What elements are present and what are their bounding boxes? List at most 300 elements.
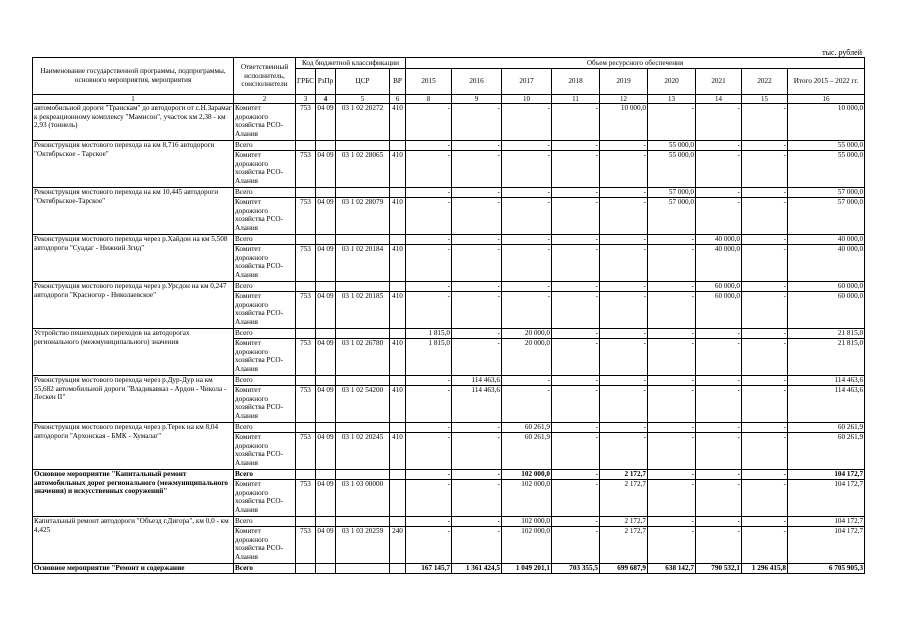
- measure-name: Капитальный ремонт автодороги "Объезд г.Дигора", км 0,0 - км 4,425: [33, 517, 234, 564]
- value-cell-2018: -: [552, 433, 600, 470]
- value-cell-2017: 20 000,0: [502, 329, 552, 339]
- value-cell-2020: -: [648, 480, 696, 517]
- column-number: 10: [502, 95, 552, 104]
- value-cell-2020: -: [648, 282, 696, 292]
- value-cell-2018: -: [552, 235, 600, 245]
- measure-name: Основное мероприятие "Капитальный ремонт автомобильных дорог регионального (межмуниципального значения) и искусственных сооружений": [33, 470, 234, 517]
- value-cell-2019: -: [600, 423, 648, 433]
- value-cell-2016: -: [452, 104, 502, 141]
- value-cell-2019: -: [600, 141, 648, 151]
- table-row: [33, 376, 865, 386]
- value-cell-2020: -: [648, 329, 696, 339]
- table-row: [33, 470, 865, 480]
- rzpr-cell: 04 09: [316, 198, 336, 235]
- value-cell-2021: -: [696, 339, 742, 376]
- value-cell-2020: -: [648, 339, 696, 376]
- csr-cell: 03 1 02 28079: [336, 198, 390, 235]
- value-cell-2020: 638 142,7: [648, 564, 696, 574]
- value-cell-2019: -: [600, 245, 648, 282]
- value-cell-2015: -: [406, 282, 452, 292]
- value-cell-2020: -: [648, 292, 696, 329]
- value-cell-2018: 703 355,5: [552, 564, 600, 574]
- executor-cell: Комитет дорожного хозяйства РСО-Алания: [234, 151, 296, 188]
- column-number: 2: [234, 95, 296, 104]
- vr-cell: 410: [390, 292, 406, 329]
- value-cell-2017: 102 000,0: [502, 480, 552, 517]
- column-number-row: [33, 95, 865, 104]
- value-cell-2015: -: [406, 376, 452, 386]
- column-number: 5: [336, 95, 390, 104]
- value-cell-2020: -: [648, 386, 696, 423]
- rzpr-cell: [316, 517, 336, 527]
- value-cell-2016: -: [452, 433, 502, 470]
- value-cell-2021: -: [696, 423, 742, 433]
- total-cell: 60 261,9: [788, 423, 865, 433]
- value-cell-2021: -: [696, 386, 742, 423]
- grbs-cell: 753: [296, 151, 316, 188]
- measure-name: Устройство пешеходных переходов на автодорогах регионального (межмуниципального) значения: [33, 329, 234, 376]
- value-cell-2018: -: [552, 292, 600, 329]
- total-cell: 114 463,6: [788, 386, 865, 423]
- value-cell-2022: -: [742, 329, 788, 339]
- measure-name: Реконструкция мостового перехода на км 8,716 автодороги "Октябрьское - Тарское": [33, 141, 234, 188]
- csr-cell: 03 1 02 20185: [336, 292, 390, 329]
- value-cell-2020: -: [648, 527, 696, 564]
- rzpr-cell: 04 09: [316, 339, 336, 376]
- value-cell-2018: -: [552, 376, 600, 386]
- value-cell-2022: -: [742, 188, 788, 198]
- value-cell-2018: -: [552, 339, 600, 376]
- value-cell-2016: -: [452, 517, 502, 527]
- vr-cell: 410: [390, 386, 406, 423]
- csr-cell: 03 1 02 28065: [336, 151, 390, 188]
- value-cell-2020: -: [648, 104, 696, 141]
- total-cell: 104 172,7: [788, 517, 865, 527]
- vr-cell: 410: [390, 245, 406, 282]
- value-cell-2016: -: [452, 470, 502, 480]
- value-cell-2019: 10 000,0: [600, 104, 648, 141]
- vr-cell: [390, 423, 406, 433]
- csr-cell: 03 1 02 26780: [336, 339, 390, 376]
- value-cell-2016: -: [452, 141, 502, 151]
- vr-cell: [390, 480, 406, 517]
- vr-cell: [390, 517, 406, 527]
- total-cell: 55 000,0: [788, 151, 865, 188]
- value-cell-2021: 790 532,1: [696, 564, 742, 574]
- executor-cell: Комитет дорожного хозяйства РСО-Алания: [234, 433, 296, 470]
- table-body: [33, 104, 865, 574]
- rzpr-cell: [316, 470, 336, 480]
- value-cell-2019: 699 687,9: [600, 564, 648, 574]
- table-row: [33, 329, 865, 339]
- column-number: 8: [406, 95, 452, 104]
- executor-cell: Комитет дорожного хозяйства РСО-Алания: [234, 480, 296, 517]
- total-cell: 10 000,0: [788, 104, 865, 141]
- value-cell-2016: -: [452, 480, 502, 517]
- csr-cell: 03 1 03 20259: [336, 527, 390, 564]
- executor-cell: Всего: [234, 376, 296, 386]
- grbs-cell: 753: [296, 480, 316, 517]
- executor-cell: Комитет дорожного хозяйства РСО-Алания: [234, 339, 296, 376]
- grbs-cell: [296, 517, 316, 527]
- csr-cell: [336, 470, 390, 480]
- column-number: 9: [452, 95, 502, 104]
- value-cell-2020: 57 000,0: [648, 188, 696, 198]
- vr-cell: 410: [390, 104, 406, 141]
- value-cell-2020: 55 000,0: [648, 151, 696, 188]
- executor-cell: Комитет дорожного хозяйства РСО-Алания: [234, 527, 296, 564]
- grbs-cell: 753: [296, 433, 316, 470]
- value-cell-2015: -: [406, 104, 452, 141]
- value-cell-2015: -: [406, 470, 452, 480]
- executor-cell: Всего: [234, 517, 296, 527]
- header-volume: Объем ресурсного обеспечения: [406, 58, 865, 69]
- header-row-1: [33, 58, 865, 69]
- total-cell: 60 000,0: [788, 282, 865, 292]
- value-cell-2020: 55 000,0: [648, 141, 696, 151]
- value-cell-2019: -: [600, 292, 648, 329]
- measure-name: Реконструкция мостового перехода на км 10,445 автодороги "Октябрьское-Тарское": [33, 188, 234, 235]
- value-cell-2022: -: [742, 339, 788, 376]
- total-cell: 21 815,0: [788, 339, 865, 376]
- vr-cell: [390, 282, 406, 292]
- value-cell-2020: -: [648, 470, 696, 480]
- column-number: 14: [696, 95, 742, 104]
- executor-cell: Всего: [234, 423, 296, 433]
- value-cell-2015: 167 145,7: [406, 564, 452, 574]
- table-row: [33, 235, 865, 245]
- vr-cell: [390, 470, 406, 480]
- value-cell-2022: -: [742, 386, 788, 423]
- grbs-cell: [296, 423, 316, 433]
- csr-cell: 03 1 02 20272: [336, 104, 390, 141]
- measure-name: Основное мероприятие "Ремонт и содержание: [33, 564, 234, 574]
- header-year-2022: 2022: [742, 69, 788, 95]
- value-cell-2020: -: [648, 245, 696, 282]
- value-cell-2017: -: [502, 104, 552, 141]
- value-cell-2019: -: [600, 198, 648, 235]
- value-cell-2017: -: [502, 282, 552, 292]
- total-cell: 57 000,0: [788, 188, 865, 198]
- executor-cell: Комитет дорожного хозяйства РСО-Алания: [234, 386, 296, 423]
- vr-cell: 410: [390, 339, 406, 376]
- column-number: 11: [552, 95, 600, 104]
- value-cell-2016: -: [452, 198, 502, 235]
- value-cell-2016: -: [452, 329, 502, 339]
- header-grbs: ГРБС: [296, 69, 316, 95]
- value-cell-2018: -: [552, 517, 600, 527]
- value-cell-2018: -: [552, 141, 600, 151]
- value-cell-2018: -: [552, 527, 600, 564]
- value-cell-2017: -: [502, 376, 552, 386]
- value-cell-2017: 1 049 201,1: [502, 564, 552, 574]
- measure-name: Реконструкция мостового перехода через р.Хайдон на км 5,508 автодороги "Суадаг - Нижний Згид": [33, 235, 234, 282]
- value-cell-2015: -: [406, 423, 452, 433]
- value-cell-2017: -: [502, 198, 552, 235]
- value-cell-2019: 2 172,7: [600, 527, 648, 564]
- vr-cell: [390, 376, 406, 386]
- header-year-2017: 2017: [502, 69, 552, 95]
- vr-cell: 410: [390, 151, 406, 188]
- column-number: 12: [600, 95, 648, 104]
- value-cell-2017: -: [502, 235, 552, 245]
- grbs-cell: [296, 141, 316, 151]
- grbs-cell: [296, 470, 316, 480]
- value-cell-2016: 1 361 424,5: [452, 564, 502, 574]
- value-cell-2017: 20 000,0: [502, 339, 552, 376]
- value-cell-2017: 102 000,0: [502, 527, 552, 564]
- value-cell-2020: -: [648, 433, 696, 470]
- total-cell: 40 000,0: [788, 245, 865, 282]
- value-cell-2015: -: [406, 517, 452, 527]
- csr-cell: [336, 329, 390, 339]
- grbs-cell: [296, 329, 316, 339]
- grbs-cell: 753: [296, 198, 316, 235]
- total-cell: 104 172,7: [788, 480, 865, 517]
- total-cell: 104 172,7: [788, 527, 865, 564]
- value-cell-2017: -: [502, 386, 552, 423]
- value-cell-2021: -: [696, 376, 742, 386]
- executor-cell: Всего: [234, 470, 296, 480]
- table-row: [33, 282, 865, 292]
- value-cell-2017: 102 000,0: [502, 470, 552, 480]
- value-cell-2015: -: [406, 292, 452, 329]
- value-cell-2022: 1 296 415,8: [742, 564, 788, 574]
- value-cell-2018: -: [552, 329, 600, 339]
- value-cell-2021: -: [696, 104, 742, 141]
- value-cell-2022: -: [742, 282, 788, 292]
- value-cell-2019: -: [600, 329, 648, 339]
- csr-cell: [336, 235, 390, 245]
- value-cell-2021: 60 000,0: [696, 292, 742, 329]
- vr-cell: [390, 141, 406, 151]
- value-cell-2018: -: [552, 480, 600, 517]
- csr-cell: [336, 141, 390, 151]
- value-cell-2015: -: [406, 386, 452, 423]
- value-cell-2015: -: [406, 141, 452, 151]
- rzpr-cell: 04 09: [316, 527, 336, 564]
- value-cell-2019: -: [600, 151, 648, 188]
- value-cell-2022: -: [742, 198, 788, 235]
- rzpr-cell: [316, 423, 336, 433]
- value-cell-2015: -: [406, 433, 452, 470]
- column-number: 3: [296, 95, 316, 104]
- vr-cell: [390, 564, 406, 574]
- rzpr-cell: 04 09: [316, 433, 336, 470]
- value-cell-2016: 114 463,6: [452, 386, 502, 423]
- value-cell-2015: -: [406, 198, 452, 235]
- rzpr-cell: 04 09: [316, 104, 336, 141]
- value-cell-2020: -: [648, 423, 696, 433]
- value-cell-2022: -: [742, 245, 788, 282]
- grbs-cell: 753: [296, 339, 316, 376]
- csr-cell: 03 1 03 00000: [336, 480, 390, 517]
- column-number: 13: [648, 95, 696, 104]
- column-number: 4: [316, 95, 336, 104]
- value-cell-2020: -: [648, 517, 696, 527]
- value-cell-2018: -: [552, 470, 600, 480]
- value-cell-2022: -: [742, 151, 788, 188]
- value-cell-2022: -: [742, 433, 788, 470]
- value-cell-2019: -: [600, 235, 648, 245]
- header-vr: ВР: [390, 69, 406, 95]
- value-cell-2017: 60 261,9: [502, 423, 552, 433]
- value-cell-2018: -: [552, 245, 600, 282]
- column-number: 16: [788, 95, 865, 104]
- csr-cell: [336, 423, 390, 433]
- value-cell-2018: -: [552, 282, 600, 292]
- value-cell-2016: -: [452, 151, 502, 188]
- value-cell-2019: 2 172,7: [600, 517, 648, 527]
- value-cell-2021: -: [696, 141, 742, 151]
- value-cell-2021: -: [696, 480, 742, 517]
- value-cell-2017: -: [502, 188, 552, 198]
- header-year-2021: 2021: [696, 69, 742, 95]
- total-cell: 57 000,0: [788, 198, 865, 235]
- value-cell-2019: 2 172,7: [600, 480, 648, 517]
- value-cell-2021: -: [696, 188, 742, 198]
- total-cell: 40 000,0: [788, 235, 865, 245]
- value-cell-2017: -: [502, 292, 552, 329]
- value-cell-2016: -: [452, 282, 502, 292]
- value-cell-2019: -: [600, 433, 648, 470]
- value-cell-2015: -: [406, 151, 452, 188]
- rzpr-cell: 04 09: [316, 480, 336, 517]
- value-cell-2018: -: [552, 386, 600, 423]
- grbs-cell: 753: [296, 104, 316, 141]
- total-cell: 6 705 905,3: [788, 564, 865, 574]
- value-cell-2016: -: [452, 292, 502, 329]
- value-cell-2021: -: [696, 433, 742, 470]
- executor-cell: Всего: [234, 329, 296, 339]
- value-cell-2015: -: [406, 188, 452, 198]
- executor-cell: Комитет дорожного хозяйства РСО-Алания: [234, 245, 296, 282]
- vr-cell: 410: [390, 198, 406, 235]
- header-year-2020: 2020: [648, 69, 696, 95]
- executor-cell: Всего: [234, 188, 296, 198]
- rzpr-cell: [316, 376, 336, 386]
- value-cell-2017: -: [502, 141, 552, 151]
- value-cell-2022: -: [742, 423, 788, 433]
- value-cell-2016: 114 463,6: [452, 376, 502, 386]
- value-cell-2015: -: [406, 480, 452, 517]
- value-cell-2021: 40 000,0: [696, 245, 742, 282]
- csr-cell: [336, 564, 390, 574]
- csr-cell: [336, 188, 390, 198]
- rzpr-cell: [316, 141, 336, 151]
- header-csr: ЦСР: [336, 69, 390, 95]
- table-row: [33, 141, 865, 151]
- value-cell-2016: -: [452, 527, 502, 564]
- table-row: [33, 517, 865, 527]
- grbs-cell: [296, 188, 316, 198]
- rzpr-cell: [316, 235, 336, 245]
- budget-table: [32, 57, 865, 574]
- value-cell-2019: -: [600, 339, 648, 376]
- total-cell: 114 463,6: [788, 376, 865, 386]
- grbs-cell: [296, 235, 316, 245]
- value-cell-2022: -: [742, 480, 788, 517]
- executor-cell: Комитет дорожного хозяйства РСО-Алания: [234, 104, 296, 141]
- value-cell-2021: 60 000,0: [696, 282, 742, 292]
- value-cell-2015: 1 815,0: [406, 329, 452, 339]
- value-cell-2016: -: [452, 235, 502, 245]
- measure-name: автомобильной дороги "Транскам" до автодороги от с.Н.Зарамаг к рекреационному комплексу "Мамисон", участок км 2,38 - км 2,93 (тоннель): [33, 104, 234, 141]
- value-cell-2019: 2 172,7: [600, 470, 648, 480]
- measure-name: Реконструкция мостового перехода через р.Урсдон на км 0,247 автодороги "Красногор - Николаевское": [33, 282, 234, 329]
- value-cell-2016: -: [452, 423, 502, 433]
- rzpr-cell: 04 09: [316, 292, 336, 329]
- executor-cell: Всего: [234, 282, 296, 292]
- total-cell: 55 000,0: [788, 141, 865, 151]
- header-budget-class: Код бюджетной классификации: [296, 58, 406, 69]
- header-year-2016: 2016: [452, 69, 502, 95]
- total-cell: 60 000,0: [788, 292, 865, 329]
- grbs-cell: 753: [296, 386, 316, 423]
- vr-cell: [390, 188, 406, 198]
- value-cell-2022: -: [742, 376, 788, 386]
- value-cell-2017: -: [502, 245, 552, 282]
- value-cell-2019: -: [600, 188, 648, 198]
- units-label: тыс. рублей: [822, 48, 862, 57]
- value-cell-2016: -: [452, 245, 502, 282]
- value-cell-2018: -: [552, 423, 600, 433]
- vr-cell: 410: [390, 433, 406, 470]
- value-cell-2021: -: [696, 329, 742, 339]
- csr-cell: 03 1 02 54200: [336, 386, 390, 423]
- measure-name: Реконструкция мостового перехода через р.Терек на км 8,04 автодороги "Архонская - БМК - Хумалаг": [33, 423, 234, 470]
- csr-cell: [336, 376, 390, 386]
- grbs-cell: 753: [296, 527, 316, 564]
- rzpr-cell: 04 09: [316, 386, 336, 423]
- csr-cell: 03 1 02 20245: [336, 433, 390, 470]
- value-cell-2022: -: [742, 235, 788, 245]
- total-cell: 21 815,0: [788, 329, 865, 339]
- value-cell-2019: -: [600, 376, 648, 386]
- executor-cell: Комитет дорожного хозяйства РСО-Алания: [234, 292, 296, 329]
- header-year-2019: 2019: [600, 69, 648, 95]
- value-cell-2018: -: [552, 151, 600, 188]
- rzpr-cell: 04 09: [316, 151, 336, 188]
- csr-cell: [336, 282, 390, 292]
- value-cell-2018: -: [552, 188, 600, 198]
- column-number: 1: [33, 95, 234, 104]
- value-cell-2021: -: [696, 198, 742, 235]
- csr-cell: 03 1 02 20184: [336, 245, 390, 282]
- csr-cell: [336, 517, 390, 527]
- value-cell-2016: -: [452, 339, 502, 376]
- table-row: [33, 104, 865, 141]
- header-year-2015: 2015: [406, 69, 452, 95]
- executor-cell: Всего: [234, 141, 296, 151]
- rzpr-cell: [316, 329, 336, 339]
- grbs-cell: 753: [296, 292, 316, 329]
- value-cell-2015: 1 815,0: [406, 339, 452, 376]
- value-cell-2020: -: [648, 235, 696, 245]
- executor-cell: Комитет дорожного хозяйства РСО-Алания: [234, 198, 296, 235]
- value-cell-2022: -: [742, 292, 788, 329]
- table-row: [33, 188, 865, 198]
- grbs-cell: [296, 282, 316, 292]
- value-cell-2020: 57 000,0: [648, 198, 696, 235]
- value-cell-2021: -: [696, 470, 742, 480]
- vr-cell: [390, 329, 406, 339]
- value-cell-2019: -: [600, 282, 648, 292]
- value-cell-2018: -: [552, 198, 600, 235]
- table-row: [33, 564, 865, 574]
- executor-cell: Всего: [234, 564, 296, 574]
- value-cell-2021: 40 000,0: [696, 235, 742, 245]
